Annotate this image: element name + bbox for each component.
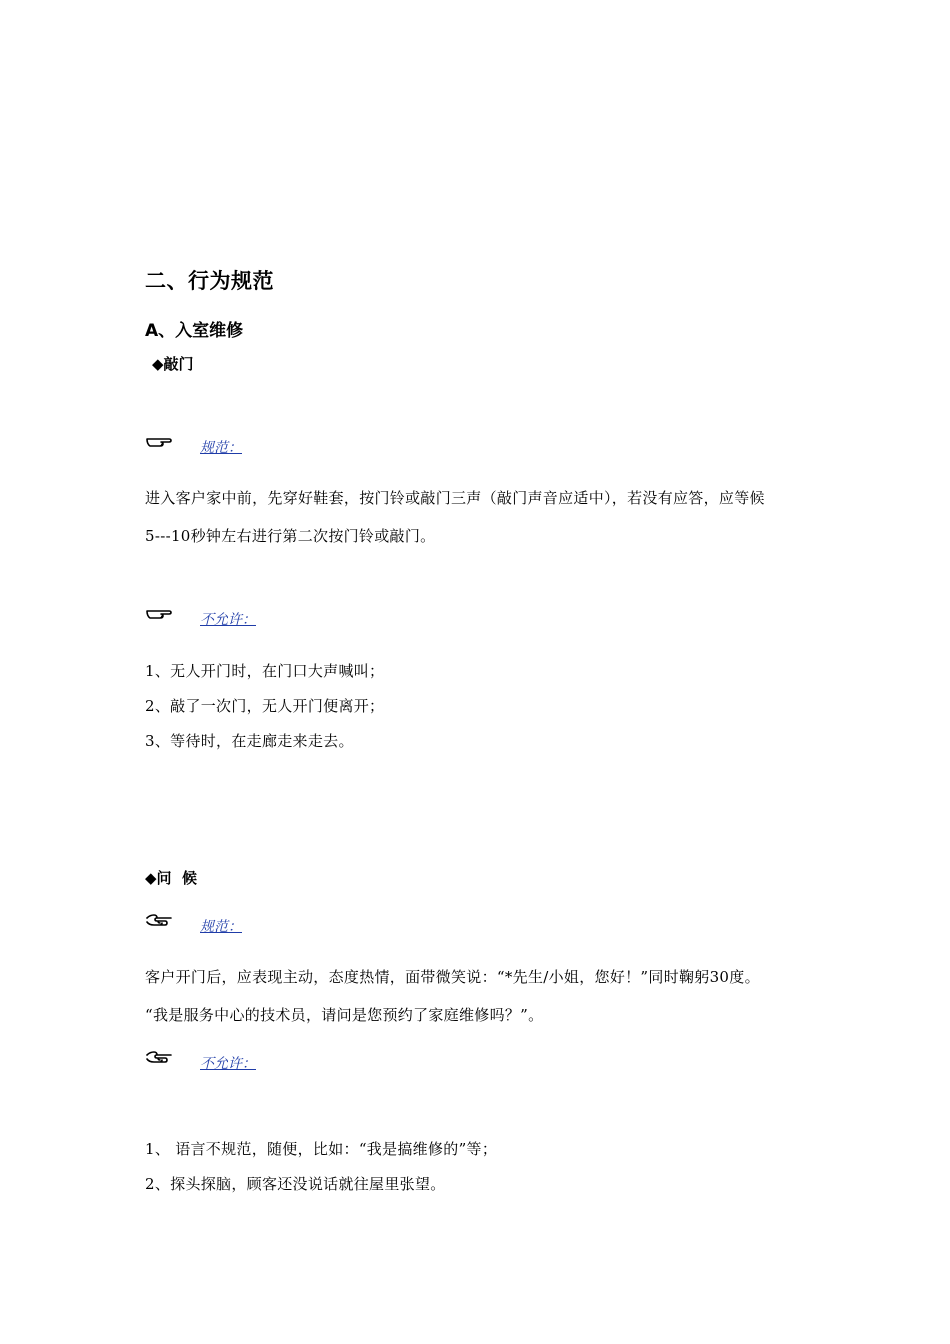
greet-forbid-item-1: 1、 语言不规范，随便，比如：“我是搞维修的”等； — [145, 1140, 498, 1158]
knock-norm-label: 规范： — [200, 440, 242, 456]
greet-forbid-label: 不允许： — [200, 1056, 256, 1072]
greet-norm-label: 规范： — [200, 919, 242, 935]
greet-norm-line-1: 客户开门后，应表现主动，态度热情，面带微笑说：“*先生/小姐，您好！”同时鞠躬30度。 — [145, 968, 760, 986]
knock-heading: ◆敲门 — [152, 355, 194, 373]
subsection-title: A、入室维修 — [145, 321, 244, 341]
knock-forbid-item-1: 1、无人开门时，在门口大声喊叫； — [145, 662, 385, 680]
pointing-hand-icon — [146, 912, 172, 928]
knock-norm-line-1: 进入客户家中前，先穿好鞋套，按门铃或敲门三声（敲门声音应适中），若没有应答，应等候 — [145, 489, 765, 507]
greet-norm-line-2: “我是服务中心的技术员，请问是您预约了家庭维修吗？”。 — [145, 1006, 544, 1024]
pointing-hand-icon — [146, 433, 172, 449]
pointing-hand-icon — [146, 1049, 172, 1065]
knock-norm-line-2: 5---10秒钟左右进行第二次按门铃或敲门。 — [145, 527, 436, 545]
greet-heading: ◆问 候 — [145, 869, 197, 887]
knock-forbid-label: 不允许： — [200, 612, 256, 628]
knock-forbid-item-2: 2、敲了一次门，无人开门便离开； — [145, 697, 385, 715]
greet-forbid-item-2: 2、探头探脑，顾客还没说话就往屋里张望。 — [145, 1175, 446, 1193]
knock-forbid-item-3: 3、等待时，在走廊走来走去。 — [145, 732, 354, 750]
section-title: 二、行为规范 — [145, 269, 274, 293]
pointing-hand-icon — [146, 605, 172, 621]
